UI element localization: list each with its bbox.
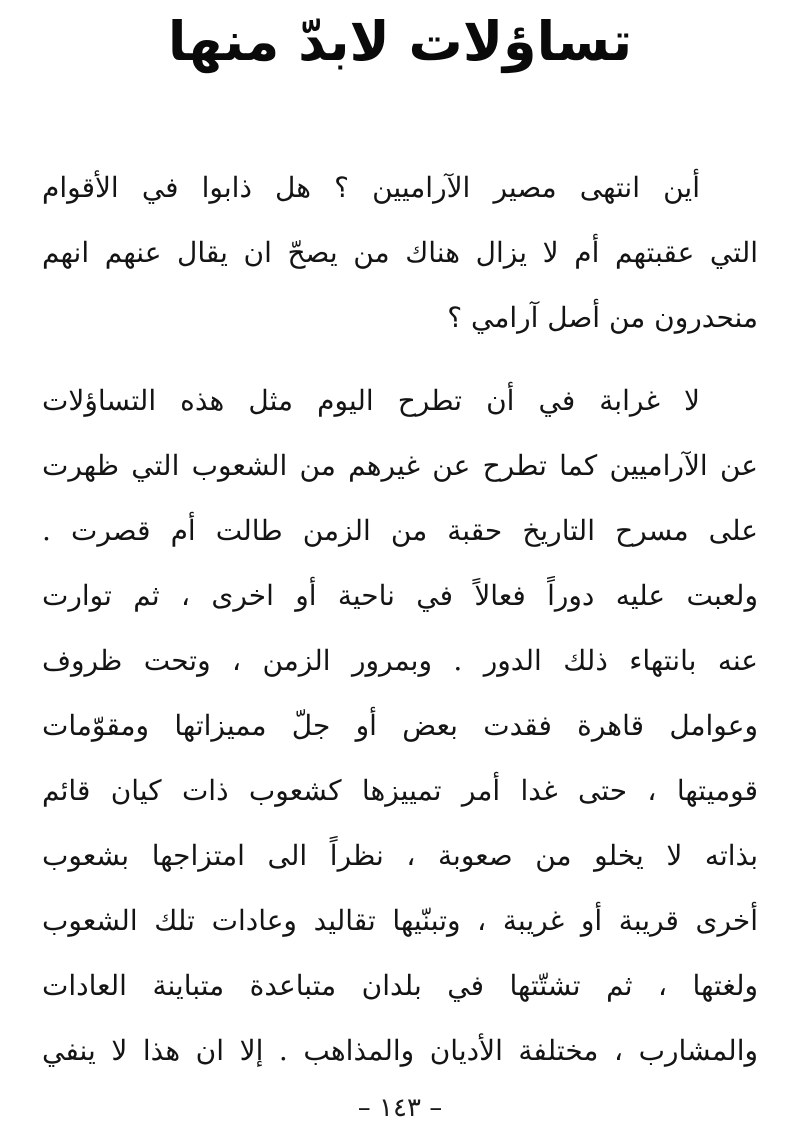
text-line: ولعبت عليه دوراً فعالاً في ناحية أو اخرى ، ثم توارت bbox=[42, 579, 758, 612]
text-line: لا غرابة في أن تطرح اليوم مثل هذه التساؤلات bbox=[42, 384, 700, 417]
paragraph-2 bbox=[42, 368, 758, 1083]
page-title: تساؤلات لابدّ منها bbox=[167, 10, 633, 73]
text-line: عنه بانتهاء ذلك الدور . وبمرور الزمن ، وتحت ظروف bbox=[42, 644, 758, 677]
text-line: ولغتها ، ثم تشتّتها في بلدان متباعدة متباينة العادات bbox=[42, 969, 758, 1002]
text-line: عن الآراميين كما تطرح عن غيرهم من الشعوب التي ظهرت bbox=[42, 449, 758, 482]
text-line: بذاته لا يخلو من صعوبة ، نظراً الى امتزاجها بشعوب bbox=[42, 839, 758, 872]
page-number: – ١٤٣ – bbox=[357, 1093, 443, 1123]
text-line: التي عقبتهم أم لا يزال هناك من يصحّ ان يقال عنهم انهم bbox=[42, 236, 758, 269]
paragraph-1 bbox=[42, 155, 758, 350]
text-line: على مسرح التاريخ حقبة من الزمن طالت أم قصرت . bbox=[42, 514, 758, 547]
text-line: وعوامل قاهرة فقدت بعض أو جلّ مميزاتها ومقوّمات bbox=[42, 709, 758, 742]
text-line: والمشارب ، مختلفة الأديان والمذاهب . إلا ان هذا لا ينفي bbox=[42, 1034, 758, 1067]
text-line: منحدرون من أصل آرامي ؟ bbox=[447, 301, 758, 334]
text-line: أخرى قريبة أو غريبة ، وتبنّيها تقاليد وعادات تلك الشعوب bbox=[42, 904, 758, 937]
text-line: أين انتهى مصير الآراميين ؟ هل ذابوا في الأقوام bbox=[42, 171, 700, 204]
text-line: قوميتها ، حتى غدا أمر تمييزها كشعوب ذات كيان قائم bbox=[42, 774, 758, 807]
